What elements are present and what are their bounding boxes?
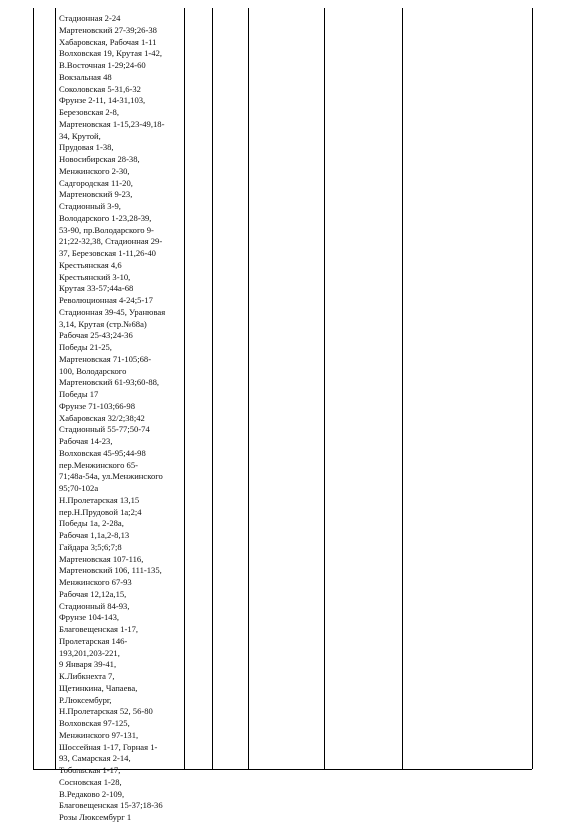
address-line: Володарского 1-23,28-39, <box>59 212 152 223</box>
address-line: Крестьянская 4,6 <box>59 259 122 270</box>
address-line: Щетинкина, Чапаева, <box>59 682 138 693</box>
table-border-right <box>532 8 533 769</box>
column-divider <box>184 8 185 769</box>
address-line: Мартеновский 27-39;26-38 <box>59 24 157 35</box>
column-divider <box>324 8 325 769</box>
column-divider <box>402 8 403 769</box>
address-line: Мартеновский 106, 111-135, <box>59 565 162 576</box>
address-line: Стадионный 84-93, <box>59 600 130 611</box>
address-line: Крестьянский 3-10, <box>59 271 131 282</box>
address-line: 95;70-102а <box>59 483 99 493</box>
address-line: Победы 1а, 2-28а, <box>59 518 124 529</box>
address-list-cell <box>59 13 181 824</box>
table-border-left <box>33 8 34 769</box>
address-line: Волховская 97-125, <box>59 718 130 728</box>
address-line: Победы 17 <box>59 389 99 399</box>
address-line: Менжинского 67-93 <box>59 577 132 587</box>
address-line: 93, Самарская 2-14, <box>59 753 131 764</box>
address-line: Мартеновская 71-105;68- <box>59 353 152 364</box>
address-line: Стадионная 2-24 <box>59 13 121 23</box>
address-line: Рабочая 25-43;24-36 <box>59 330 133 341</box>
address-line: Гайдара 3;5;6;7;8 <box>59 541 122 552</box>
address-line: Новосибирская 28-38, <box>59 154 140 164</box>
address-line: Р.Люксембург, <box>59 694 112 705</box>
address-line: Рабочая 1,1а,2-8,13 <box>59 530 130 540</box>
address-line: Революционная 4-24;5-17 <box>59 295 153 305</box>
address-line: 71;48а-54а, ул.Менжинского <box>59 471 163 482</box>
address-line: 9 Января 39-41, <box>59 659 117 670</box>
address-line: Благовещенская 1-17, <box>59 624 139 634</box>
address-line: 3,14, Крутая (стр.№68а) <box>59 318 147 329</box>
address-line: Садгородская 11-20, <box>59 177 133 188</box>
address-line: Волховская 45-95;44-98 <box>59 447 146 458</box>
address-line: 100, Володарского <box>59 365 127 376</box>
column-divider <box>55 8 56 769</box>
address-line: Стадионный 55-77;50-74 <box>59 424 150 435</box>
address-line: Вокзальная 48 <box>59 71 112 82</box>
address-line: Победы 21-25, <box>59 342 112 352</box>
address-line: Менжинского 97-131, <box>59 729 139 740</box>
address-line: Крутая 33-57;44а-68 <box>59 283 134 294</box>
address-line: 53-90, пр.Володарского 9- <box>59 224 154 235</box>
address-line: 34, Крутой, <box>59 130 101 141</box>
address-line: Фрунзе 71-103;66-98 <box>59 400 136 411</box>
address-line: 21;22-32,38, Стадионная 29- <box>59 236 163 247</box>
address-line: Н.Пролетарская 13,15 <box>59 494 140 505</box>
address-line: Фрунзе 2-11, 14-31,103, <box>59 95 146 106</box>
address-line: Стадионный 3-9, <box>59 201 121 211</box>
address-line: Стадионная 39-45, Уранювая <box>59 306 166 317</box>
address-line: В.Восточная 1-29;24-60 <box>59 60 146 70</box>
address-line: Хабаровская, Рабочая 1-11 <box>59 36 157 47</box>
column-divider <box>248 8 249 769</box>
address-line: Фрунзе 104-143, <box>59 612 120 623</box>
address-line: Хабаровская 32/2;38;42 <box>59 412 145 423</box>
address-line: Березовская 2-8, <box>59 107 119 117</box>
address-line: Тобольская 1-17, <box>59 765 121 775</box>
address-line: 193,201,203-221, <box>59 647 120 658</box>
address-line: Рабочая 14-23, <box>59 436 113 446</box>
address-line: 37, Березовская 1-11,26-40 <box>59 248 156 258</box>
address-line: Менжинского 2-30, <box>59 165 130 176</box>
address-line: Шоссейная 1-17, Горная 1- <box>59 741 158 752</box>
address-line: Мартеновский 9-23, <box>59 189 133 200</box>
address-line: Благовещенская 15-37;18-36 <box>59 800 163 811</box>
address-line: Сосновская 1-28, <box>59 776 122 787</box>
address-line: В.Редаково 2-109, <box>59 788 125 799</box>
address-line: Мартеновский 61-93;60-88, <box>59 377 160 388</box>
address-line: Мартеновская 107-116, <box>59 553 144 564</box>
address-line: Соколовская 5-31,6-32 <box>59 83 141 94</box>
address-line: Прудовая 1-38, <box>59 142 114 153</box>
address-line: Розы Люксембург 1 <box>59 812 132 822</box>
address-line: Пролетарская 146- <box>59 635 128 646</box>
address-line: Волховская 19, Крутая 1-42, <box>59 48 163 59</box>
address-line: К.Либкнехта 7, <box>59 671 115 681</box>
address-line: Рабочая 12,12а,15, <box>59 588 127 599</box>
address-line: Мартеновская 1-15,23-49,18- <box>59 118 165 129</box>
address-line: пер.Менжинского 65- <box>59 459 138 470</box>
address-line: Н.Пролетарская 52, 56-80 <box>59 706 153 717</box>
column-divider <box>212 8 213 769</box>
address-line: пер.Н.Прудовой 1а;2;4 <box>59 506 142 517</box>
